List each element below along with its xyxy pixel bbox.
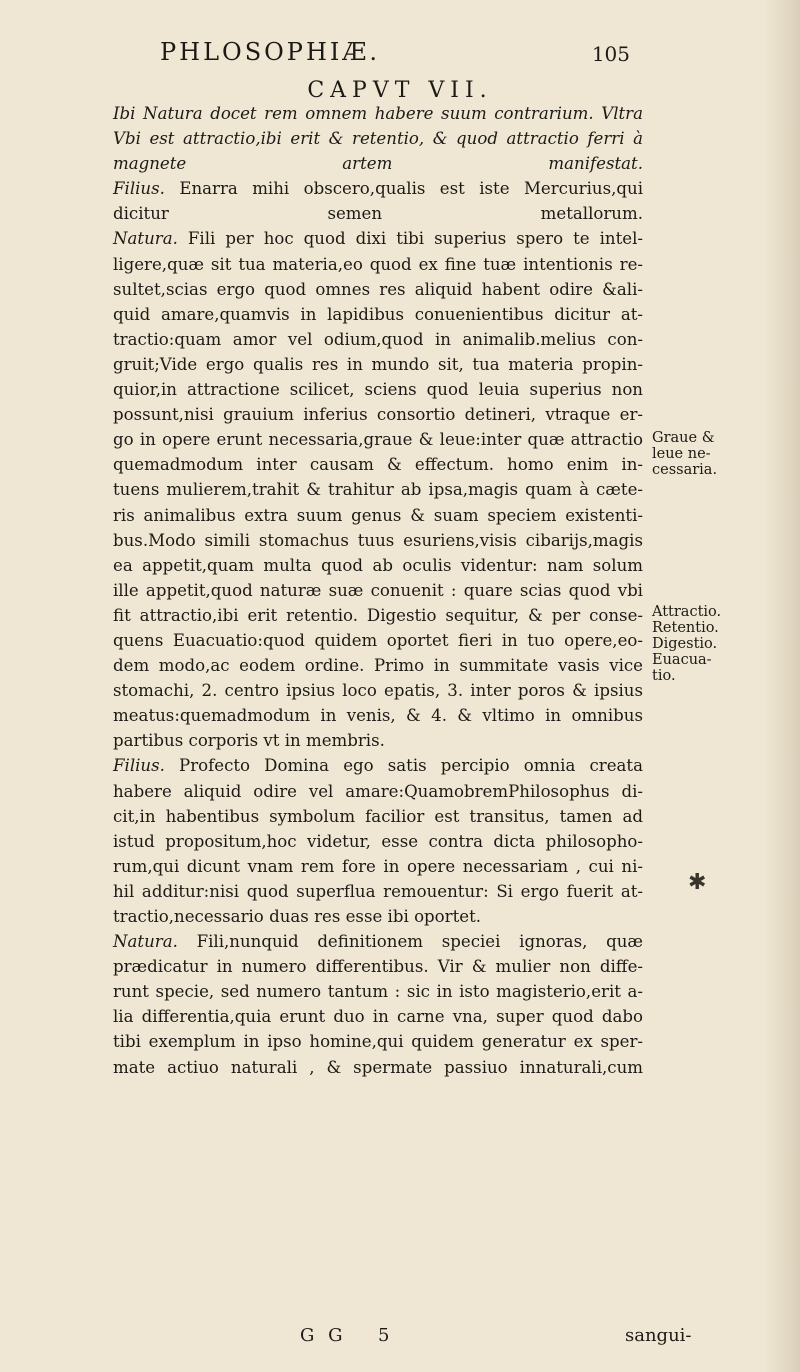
line-text: Profecto Domina ego satis percipio omnia creata [164,756,643,776]
marginal-line: Attractio. [652,604,722,620]
line-text: tractio,necessario duas res esse ibi oportet. [113,907,482,926]
text-line [113,528,643,553]
page-edge-shadow [764,0,800,1372]
text-line [113,252,643,277]
marginal-note-graue-leue [652,430,717,478]
signature-number: 5 [378,1325,390,1346]
text-line [113,728,643,753]
marginal-line: Retentio. [652,620,719,636]
marginal-line: tio. [652,668,676,684]
text-line [113,703,643,728]
line-text: Vbi est attractio,ibi erit & retentio, & quod attractio ferri à [113,129,643,149]
line-text: dem modo,ac eodem ordine. Primo in summitate vasis vice [113,656,643,676]
line-text: quior,in attractione scilicet, sciens quod leuia superius non [113,380,643,400]
text-line [113,277,643,302]
text-line [113,1055,643,1080]
line-text: dicitur semen metallorum. [113,204,643,224]
line-text: Fili per hoc quod dixi tibi superius spero te intel- [177,229,643,249]
line-text: tibi exemplum in ipso homine,qui quidem generatur ex sper- [113,1032,643,1052]
line-text: istud propositum,hoc videtur, esse contra dicta philosopho- [113,831,643,851]
text-line [113,753,643,778]
line-text: ligere,quæ sit tua materia,eo quod ex fine tuæ intentionis re- [113,254,643,274]
marginal-line: Graue & [652,430,715,446]
text-line [113,101,643,126]
line-text: quid amare,quamvis in lapidibus conuenientibus dicitur at- [113,304,643,324]
text-line [113,929,643,954]
text-line [113,628,643,653]
marginal-line: cessaria. [652,462,718,478]
text-line [113,452,643,477]
catchword: sangui- [625,1325,692,1346]
line-text: go in opere erunt necessaria,graue & leue:inter quæ attractio [113,430,643,450]
text-line [113,352,643,377]
marginal-line: leue ne- [652,446,711,462]
line-text: fit attractio,ibi erit retentio. Digestio sequitur, & per conse- [113,605,643,625]
marginal-note-attractio [652,604,721,684]
body-text [113,101,643,1080]
line-text: partibus corporis vt in membris. [113,731,385,751]
line-text: hil additur:nisi quod superflua remouentur: Si ergo fuerit at- [113,881,643,901]
speaker-label: Filius. [113,179,165,199]
line-text: ris animalibus extra suum genus & suam speciem existenti- [113,505,643,525]
line-text: Fili,nunquid definitionem speciei ignoras, quæ [177,932,643,952]
line-text: sultet,scias ergo quod omnes res aliquid habent odire &ali- [113,279,643,299]
text-line [113,678,643,703]
line-text: quemadmodum inter causam & effectum. homo enim in- [113,455,643,475]
speaker-label: Natura. [113,932,178,952]
text-line [113,829,643,854]
text-line [113,176,643,201]
marginal-line: Digestio. [652,636,718,652]
speaker-label: Filius. [113,756,165,776]
text-line [113,578,643,603]
line-text: prædicatur in numero differentibus. Vir & mulier non diffe- [113,957,643,977]
text-line [113,126,643,151]
line-text: rum,qui dicunt vnam rem fore in opere necessariam , cui ni- [113,856,643,876]
text-line [113,402,643,427]
text-line [113,954,643,979]
line-text: gruit;Vide ergo qualis res in mundo sit, tua materia propin- [113,354,643,374]
text-line [113,1029,643,1054]
page-number: 105 [591,42,630,66]
line-text: lia differentia,quia erunt duo in carne vna, super quod dabo [113,1007,643,1027]
line-text: tractio:quam amor vel odium,quod in animalib.melius con- [113,329,643,349]
text-line [113,854,643,879]
text-line [113,201,643,226]
line-text: mate actiuo naturali , & spermate passiuo innaturali,cum [113,1057,643,1077]
line-text: Enarra mihi obscero,qualis est iste Mercurius,qui [164,179,643,199]
chapter-heading: CAPVT VII. [307,78,493,103]
line-text: ea appetit,quam multa quod ab oculis videntur: nam solum [113,555,643,575]
speaker-label: Natura. [113,229,178,249]
line-text: magnete artem manifestat. [113,154,643,174]
text-line [113,427,643,452]
line-text: ille appetit,quod naturæ suæ conuenit : quare scias quod vbi [113,580,643,600]
text-line [113,904,643,929]
ink-stain-mark-icon: ✱ [688,870,707,895]
text-line [113,377,643,402]
text-line [113,804,643,829]
line-text: runt specie, sed numero tantum : sic in isto magisterio,erit a- [113,982,643,1002]
line-text: habere aliquid odire vel amare:QuamobremPhilosophus di- [113,781,643,801]
line-text: Ibi Natura docet rem omnem habere suum contrarium. Vltra [113,104,643,123]
text-line [113,302,643,327]
text-line [113,477,643,502]
text-line [113,226,643,251]
line-text: cit,in habentibus symbolum facilior est transitus, tamen ad [113,806,643,826]
text-line [113,327,643,352]
signature-mark: G G [300,1325,347,1346]
text-line [113,603,643,628]
marginal-line: Euacua- [652,652,712,668]
text-line [113,879,643,904]
running-head-title: PHLOSOPHIÆ. [160,38,381,66]
text-line [113,979,643,1004]
line-text: quens Euacuatio:quod quidem oportet fieri in tuo opere,eo- [113,630,643,650]
text-line [113,779,643,804]
text-line [113,553,643,578]
text-line [113,503,643,528]
line-text: tuens mulierem,trahit & trahitur ab ipsa,magis quam à cæte- [113,480,643,500]
text-line [113,653,643,678]
line-text: meatus:quemadmodum in venis, & 4. & vltimo in omnibus [113,706,643,726]
line-text: stomachi, 2. centro ipsius loco epatis, 3. inter poros & ipsius [113,681,643,701]
text-line [113,1004,643,1029]
line-text: possunt,nisi grauium inferius consortio detineri, vtraque er- [113,405,643,425]
line-text: bus.Modo simili stomachus tuus esuriens,visis cibarijs,magis [113,530,643,550]
text-line [113,151,643,176]
